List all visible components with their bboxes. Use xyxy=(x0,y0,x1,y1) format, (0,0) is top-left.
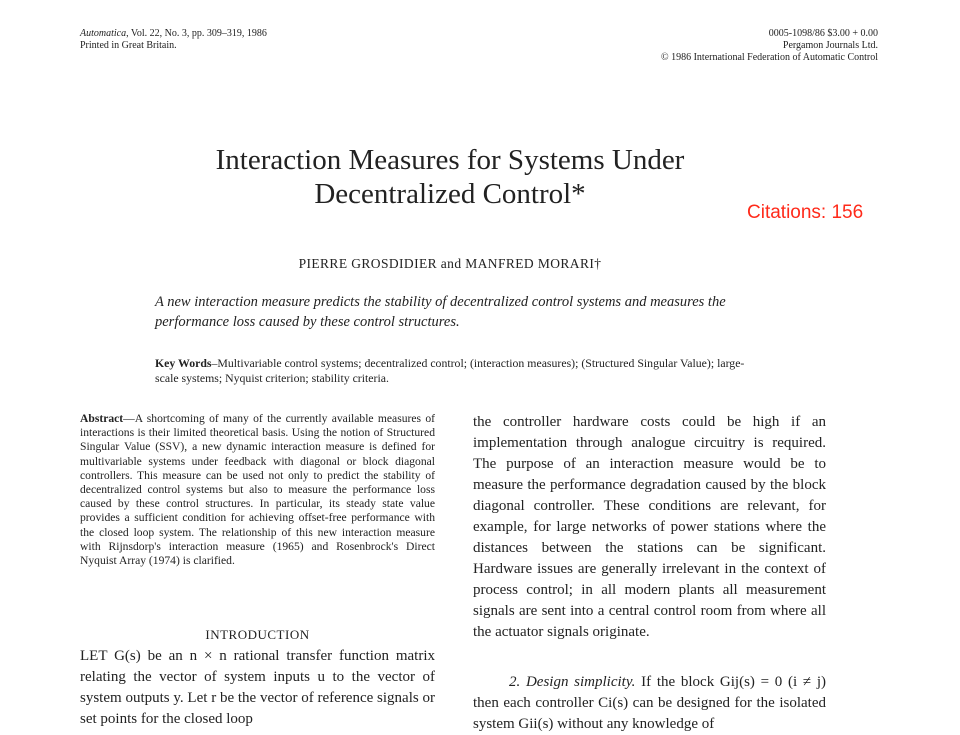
section-heading-introduction: INTRODUCTION xyxy=(205,627,310,642)
paper-authors: PIERRE GROSDIDIER and MANFRED MORARI† xyxy=(298,256,602,271)
citation-count: Citations: 156 xyxy=(747,202,864,223)
price-code: 0005-1098/86 $3.00 + 0.00 xyxy=(768,28,878,39)
item-2-text: If the block Gij(s) = 0 (i ≠ j) then each controller Ci(s) can be designed for the isolated system Gii(s) without any knowledge of xyxy=(473,674,826,732)
item-2-label: 2. Design simplicity. xyxy=(509,674,636,690)
key-words-text: –Multivariable control systems; decentralized control; (interaction measures); (Structured Singular Value); large-scale systems; Nyquist criterion; stability criteria. xyxy=(155,356,745,385)
title-line-1: Interaction Measures for Systems Under xyxy=(215,144,685,176)
publisher: Pergamon Journals Ltd. xyxy=(782,40,878,51)
abstract-label: Abstract xyxy=(80,412,124,425)
copyright: © 1986 International Federation of Automatic Control xyxy=(661,52,878,63)
abstract-text: —A shortcoming of many of the currently available measures of interactions is their limited theoretical basis. Using the notion of Structured Singular Value (SSV), a new dynamic interaction measure is defined for multivariable systems under feedback with diagonal or block diagonal controllers. This measure can be used not only to predict the stability of decentralized control systems but also to measure the performance loss caused by these control structures. In particular, its steady state value provides a sufficient condition for achieving offset-free performance with the closed loop system. The relationship of this new interaction measure with Rijnsdorp's interaction measure (1965) and Rosenbrock's Direct Nyquist Array (1974) is clarified. xyxy=(80,412,435,568)
title-line-2: Decentralized Control* xyxy=(314,178,586,210)
journal-citation-line: Automatica, Vol. 22, No. 3, pp. 309–319, 1986 xyxy=(80,28,267,39)
key-words-label: Key Words xyxy=(155,356,212,370)
printed-in-line: Printed in Great Britain. xyxy=(80,40,177,51)
right-column-paragraph: the controller hardware costs could be high if an implementation through analogue circuitry is required. The purpose of an interaction measure would be to measure the performance degradation caused by the block diagonal controller. These conditions are relevant, for example, for large networks of power stations where the distances between the stations can be significant. Hardware issues are generally irrelevant in the context of process control; in all modern plants all measurement signals are sent into a central control room from where all the actuator signals originate. xyxy=(473,414,826,640)
journal-header-right xyxy=(661,28,878,64)
key-words xyxy=(155,356,755,386)
design-simplicity-item xyxy=(473,672,826,735)
summary-italic: A new interaction measure predicts the stability of decentralized control systems and measures the performance loss caused by these control structures. xyxy=(155,294,726,330)
abstract xyxy=(80,412,435,568)
introduction-paragraph: LET G(s) be an n × n rational transfer function matrix relating the vector of system inputs u to the vector of system outputs y. Let r be the vector of reference signals or set points for the closed loop xyxy=(80,648,435,727)
paper-title xyxy=(0,143,900,211)
journal-header-left xyxy=(80,28,267,52)
